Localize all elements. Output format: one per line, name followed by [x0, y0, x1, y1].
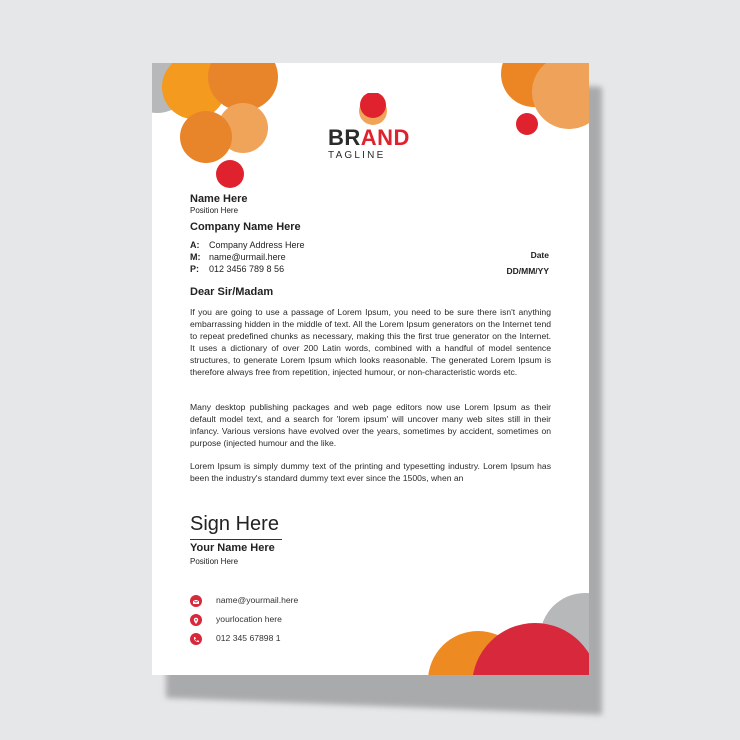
signature-position: Position Here [190, 557, 239, 566]
brand-name-part2: AND [360, 125, 410, 150]
body-paragraph-2: Many desktop publishing packages and web page editors now use Lorem Ipsum as their default model text, and a search for 'lorem ipsum' will uncover many web sites still in their infancy. Various versions have evolved over the years, sometimes by accident, sometimes on purpose (injected humour and the like. [190, 402, 551, 448]
company-address: Company Address Here [209, 240, 305, 250]
company-mail: name@urmail.here [209, 252, 286, 262]
signature-line [190, 539, 282, 540]
sender-position: Position Here [190, 206, 239, 215]
date-label: Date [530, 250, 549, 260]
salutation: Dear Sir/Madam [190, 286, 274, 298]
contact-location: yourlocation here [216, 614, 282, 624]
company-phone: 012 3456 789 8 56 [209, 264, 285, 274]
company-name: Company Name Here [190, 221, 301, 233]
contact-email: name@yourmail.here [216, 595, 299, 605]
location-icon [190, 614, 202, 626]
mail-label: M: [190, 252, 201, 262]
body-paragraph-3: Lorem Ipsum is simply dummy text of the printing and typesetting industry. Lorem Ipsum has been the industry's standard dummy text ever since the 1500s, when an [190, 461, 551, 483]
signature-name: Your Name Here [190, 542, 275, 554]
brand-name [328, 125, 410, 151]
brand-name-part1: BR [328, 125, 361, 150]
body-paragraph-1: If you are going to use a passage of Lorem Ipsum, you need to be sure there isn't anything embarrassing hidden in the middle of text. All the Lorem Ipsum generators on the Internet tend to repeat predefined chunks as necessary, making this the first true generator on the Internet. It uses a dictionary of over 200 Latin words, combined with a handful of model sentence structures, to generate Lorem Ipsum which looks reasonable. The generated Lorem Ipsum is therefore always free from repetition, injected humour, or non-characteristic words etc. [190, 307, 551, 377]
brand-tagline: TAGLINE [328, 150, 386, 161]
date-value: DD/MM/YY [506, 266, 549, 276]
address-label: A: [190, 240, 200, 250]
contact-phone: 012 345 67898 1 [216, 633, 281, 643]
sender-name: Name Here [190, 193, 248, 205]
signature-text: Sign Here [190, 513, 279, 535]
email-icon [190, 595, 202, 607]
phone-icon [190, 633, 202, 645]
letterhead-page [152, 63, 589, 675]
phone-label: P: [190, 264, 199, 274]
